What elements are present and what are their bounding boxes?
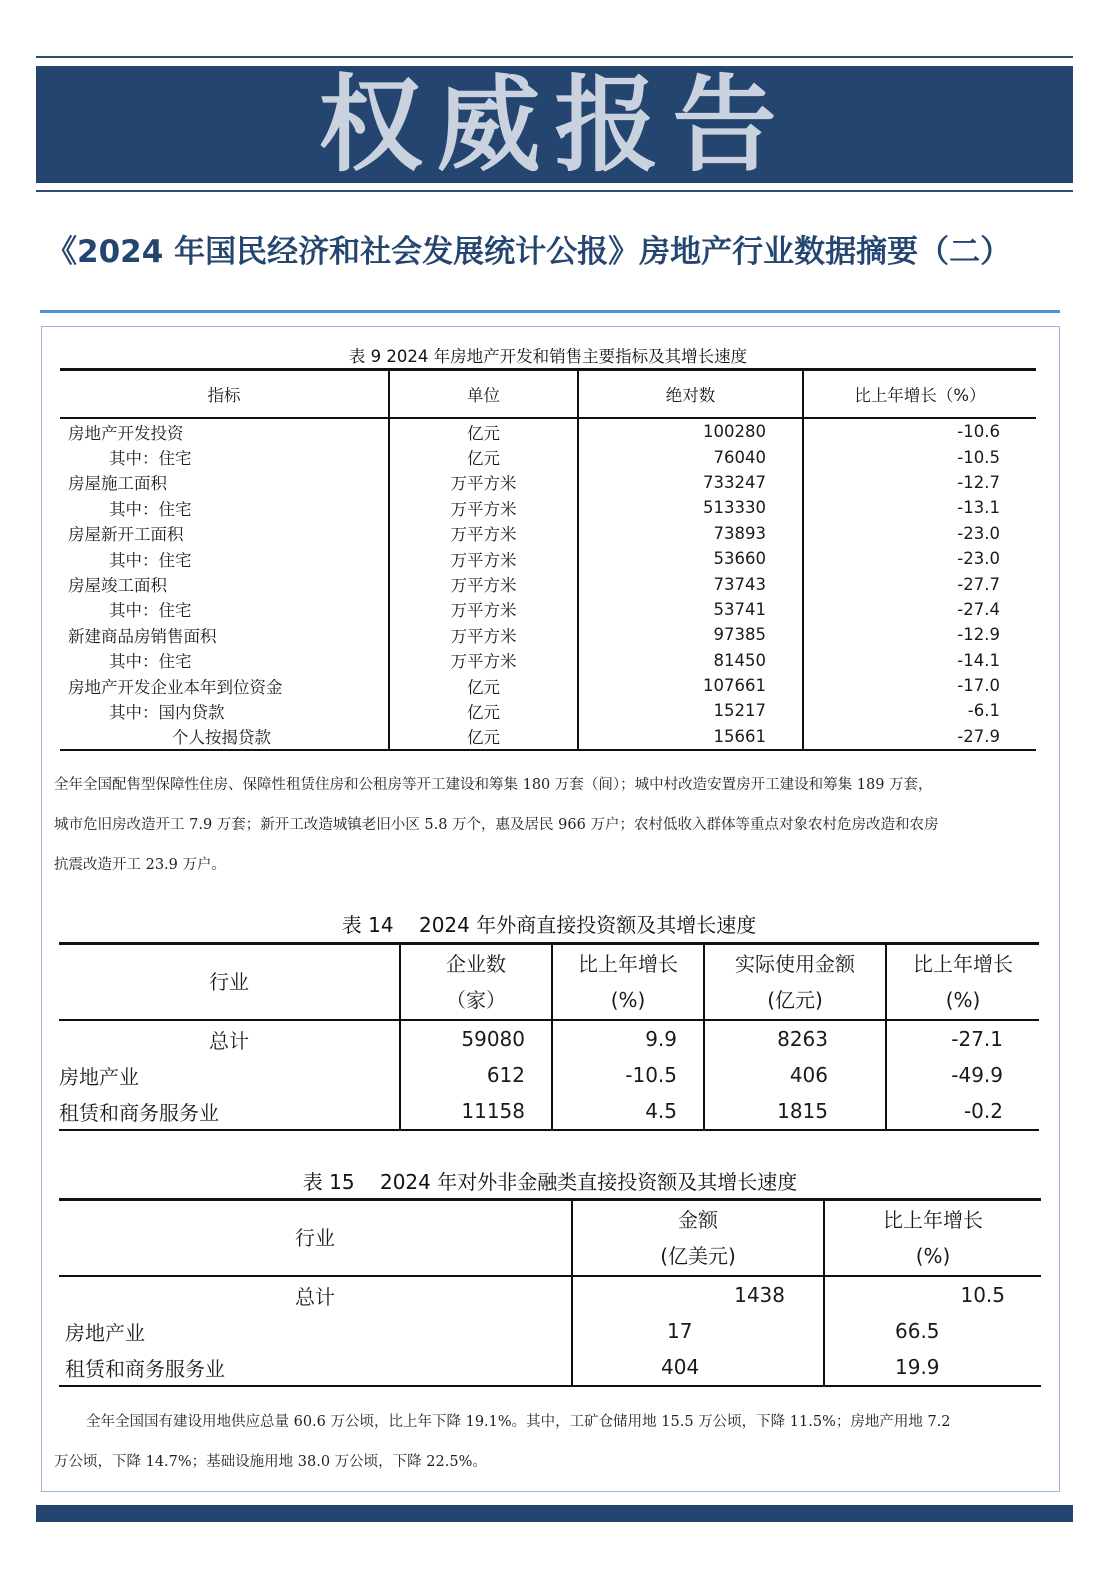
row-indicator: 房屋新开工面积 [68, 525, 184, 545]
table9-header-row [60, 370, 1036, 419]
table14-header-firms-growth: 比上年增长 (%) [552, 944, 704, 1021]
table-row [60, 495, 1036, 520]
table15-header-amount: 金额 (亿美元) [572, 1200, 824, 1277]
row-value: 76040 [578, 444, 803, 469]
row-value: 81450 [578, 648, 803, 673]
row-growth: -10.6 [803, 418, 1036, 444]
table14-header-row [59, 944, 1039, 1021]
row-firms: 59080 [400, 1020, 552, 1057]
table14 [59, 942, 1039, 1131]
banner-bottom-rule [36, 190, 1073, 192]
banner [36, 63, 1073, 186]
row-industry: 总计 [209, 1028, 249, 1053]
row-indicator: 其中：住宅 [109, 601, 192, 621]
table9-header-indicator: 指标 [60, 370, 389, 419]
row-indicator: 房屋施工面积 [68, 474, 167, 494]
row-growth: 66.5 [824, 1313, 1041, 1349]
row-indicator: 其中：住宅 [109, 449, 192, 469]
row-unit: 万平方米 [389, 597, 578, 622]
row-unit: 万平方米 [389, 571, 578, 596]
table9-header-unit: 单位 [389, 370, 578, 419]
row-industry: 租赁和商务服务业 [59, 1349, 572, 1386]
paragraph-line: 抗震改造开工 23.9 万户。 [54, 857, 227, 873]
row-amount-growth: -0.2 [886, 1093, 1039, 1130]
row-growth: -27.9 [803, 724, 1036, 750]
row-value: 73893 [578, 521, 803, 546]
row-amount: 17 [572, 1313, 824, 1349]
row-growth: -10.5 [803, 444, 1036, 469]
row-growth: -27.4 [803, 597, 1036, 622]
row-growth: -12.9 [803, 622, 1036, 647]
table-row [60, 724, 1036, 750]
table9-caption: 表 9 2024 年房地产开发和销售主要指标及其增长速度 [348, 347, 748, 366]
table-row [59, 1020, 1039, 1057]
row-value: 107661 [578, 673, 803, 698]
row-industry: 租赁和商务服务业 [59, 1093, 400, 1130]
row-amount: 1815 [704, 1093, 886, 1130]
row-value: 15661 [578, 724, 803, 750]
row-indicator: 房地产开发企业本年到位资金 [68, 677, 283, 697]
title-rule [40, 310, 1060, 313]
paragraph-line: 全年全国配售型保障性住房、保障性租赁住房和公租房等开工建设和筹集 180 万套（间）；城中村改造安置房开工建设和筹集 189 万套， [54, 777, 933, 793]
row-amount-growth: -49.9 [886, 1057, 1039, 1093]
row-amount: 1438 [572, 1276, 824, 1313]
row-unit: 亿元 [389, 698, 578, 723]
top-rule [36, 56, 1073, 58]
row-indicator: 个人按揭贷款 [60, 724, 389, 750]
table15-header-growth: 比上年增长 (%) [824, 1200, 1041, 1277]
row-firms: 11158 [400, 1093, 552, 1130]
row-firms-growth: -10.5 [552, 1057, 704, 1093]
table-row [59, 1093, 1039, 1130]
row-growth: -17.0 [803, 673, 1036, 698]
table-row [60, 571, 1036, 596]
table-row [60, 546, 1036, 571]
table14-header-industry: 行业 [59, 944, 400, 1021]
row-growth: -13.1 [803, 495, 1036, 520]
row-value: 513330 [578, 495, 803, 520]
row-value: 733247 [578, 470, 803, 495]
table-row [59, 1313, 1041, 1349]
table-row [60, 444, 1036, 469]
paragraph-line: 城市危旧房改造开工 7.9 万套；新开工改造城镇老旧小区 5.8 万个，惠及居民 966 万户；农村低收入群体等重点对象农村危房改造和农房 [54, 817, 939, 833]
table-row [60, 673, 1036, 698]
row-growth: -23.0 [803, 546, 1036, 571]
row-value: 15217 [578, 698, 803, 723]
table-row [60, 521, 1036, 546]
table15-header-industry: 行业 [59, 1200, 572, 1277]
row-unit: 亿元 [389, 418, 578, 444]
table15-caption: 表 15 2024 年对外非金融类直接投资额及其增长速度 [302, 1170, 798, 1194]
row-growth: 10.5 [824, 1276, 1041, 1313]
row-firms: 612 [400, 1057, 552, 1093]
row-growth: -12.7 [803, 470, 1036, 495]
row-growth: -6.1 [803, 698, 1036, 723]
row-value: 100280 [578, 418, 803, 444]
row-value: 53660 [578, 546, 803, 571]
table9-header-value: 绝对数 [578, 370, 803, 419]
table14-header-amount: 实际使用金额 (亿元) [704, 944, 886, 1021]
paragraph-line: 万公顷，下降 14.7%；基础设施用地 38.0 万公顷，下降 22.5%。 [54, 1454, 487, 1470]
row-growth: 19.9 [824, 1349, 1041, 1386]
row-value: 53741 [578, 597, 803, 622]
row-amount-growth: -27.1 [886, 1020, 1039, 1057]
row-amount: 8263 [704, 1020, 886, 1057]
table-row [60, 470, 1036, 495]
table-row [60, 622, 1036, 647]
paragraph-line: 全年全国国有建设用地供应总量 60.6 万公顷，比上年下降 19.1%。其中，工矿仓储用地 15.5 万公顷，下降 11.5%；房地产用地 7.2 [86, 1414, 951, 1430]
row-indicator: 其中：住宅 [109, 550, 192, 570]
table-row [60, 698, 1036, 723]
row-unit: 万平方米 [389, 495, 578, 520]
row-unit: 万平方米 [389, 648, 578, 673]
row-amount: 404 [572, 1349, 824, 1386]
table-row [60, 648, 1036, 673]
row-firms-growth: 4.5 [552, 1093, 704, 1130]
table-row [59, 1276, 1041, 1313]
row-indicator: 房地产开发投资 [68, 423, 184, 443]
table-row [60, 418, 1036, 444]
document-title: 《2024 年国民经济和社会发展统计公报》房地产行业数据摘要（二） [46, 234, 1012, 270]
table9 [60, 368, 1036, 751]
table-row [59, 1349, 1041, 1386]
row-value: 97385 [578, 622, 803, 647]
row-industry: 房地产业 [59, 1064, 139, 1089]
row-indicator: 其中：住宅 [109, 652, 192, 672]
table14-header-firms: 企业数 （家） [400, 944, 552, 1021]
row-industry: 房地产业 [65, 1320, 145, 1345]
row-growth: -27.7 [803, 571, 1036, 596]
row-value: 73743 [578, 571, 803, 596]
row-amount: 406 [704, 1057, 886, 1093]
row-unit: 万平方米 [389, 470, 578, 495]
table15-header-row [59, 1200, 1041, 1277]
row-growth: -23.0 [803, 521, 1036, 546]
bottom-bar [36, 1505, 1073, 1522]
row-unit: 亿元 [389, 673, 578, 698]
row-unit: 亿元 [389, 444, 578, 469]
row-unit: 万平方米 [389, 521, 578, 546]
banner-title: 权威报告 [318, 63, 791, 186]
row-growth: -14.1 [803, 648, 1036, 673]
table14-caption: 表 14 2024 年外商直接投资额及其增长速度 [341, 913, 757, 937]
row-indicator: 新建商品房销售面积 [68, 626, 217, 646]
paragraph-land [54, 1402, 1054, 1482]
table-row [60, 597, 1036, 622]
row-indicator: 其中：住宅 [109, 499, 192, 519]
table15 [59, 1198, 1041, 1387]
row-indicator: 其中：国内贷款 [109, 702, 225, 722]
paragraph-housing [54, 765, 1054, 885]
row-unit: 万平方米 [389, 546, 578, 571]
row-unit: 万平方米 [389, 622, 578, 647]
table9-header-growth: 比上年增长（%） [803, 370, 1036, 419]
table14-header-amount-growth: 比上年增长 (%) [886, 944, 1039, 1021]
row-unit: 亿元 [389, 724, 578, 750]
row-industry: 总计 [295, 1284, 335, 1309]
row-indicator: 房屋竣工面积 [68, 576, 167, 596]
table-row [59, 1057, 1039, 1093]
row-firms-growth: 9.9 [552, 1020, 704, 1057]
